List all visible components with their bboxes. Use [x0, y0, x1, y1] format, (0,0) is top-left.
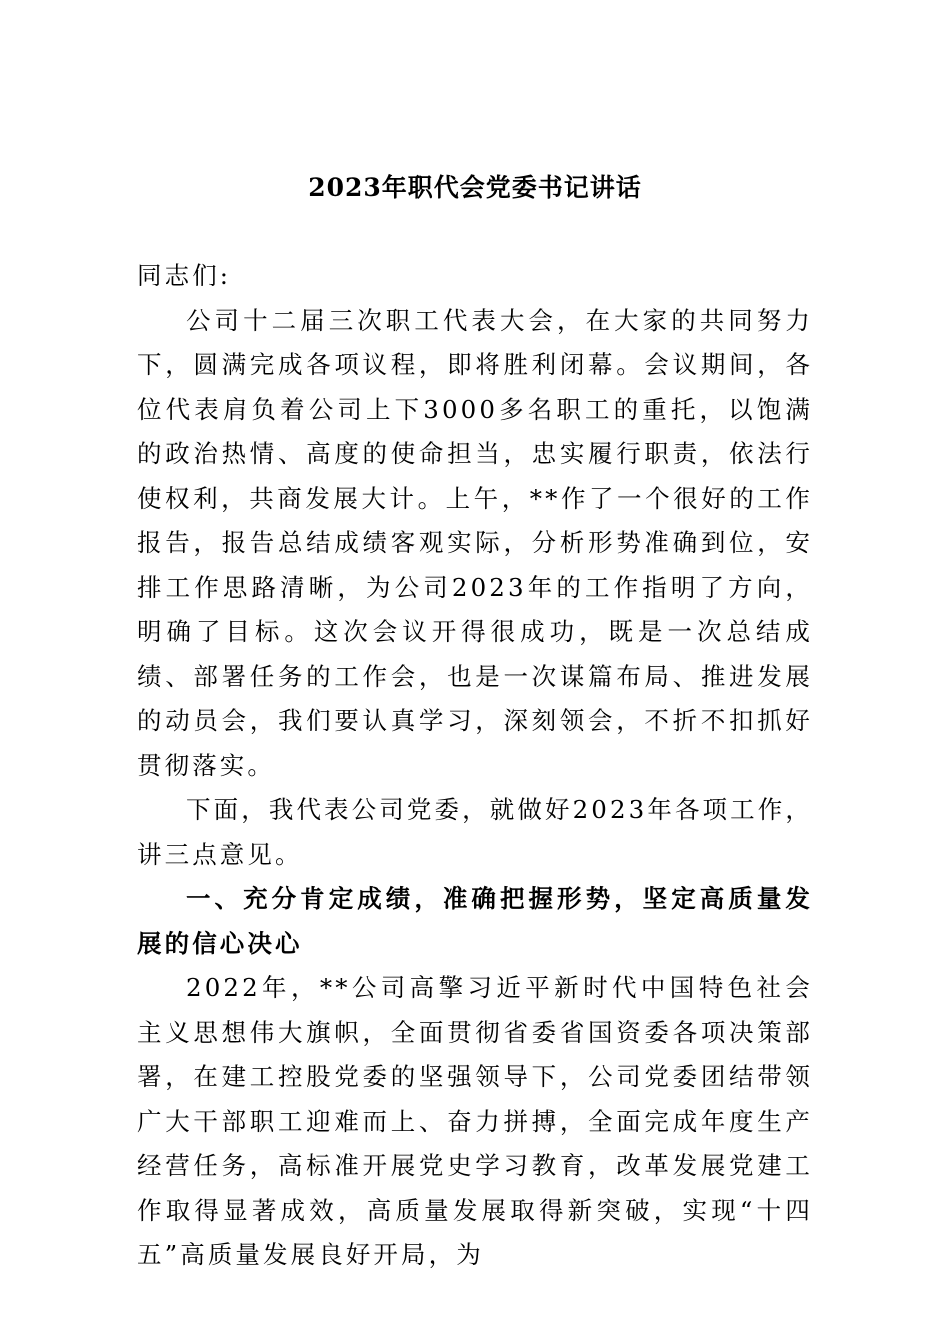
salutation: 同志们: — [137, 261, 232, 290]
document-body — [137, 254, 813, 1278]
section-heading: 一、充分肯定成绩，准确把握形势，坚定高质量发展的信心决心 — [137, 884, 813, 958]
paragraph-intro-points: 下面，我代表公司党委，就做好2023年各项工作，讲三点意见。 — [137, 795, 813, 869]
document-title: 2023年职代会党委书记讲话 — [308, 173, 642, 202]
paragraph-opening: 公司十二届三次职工代表大会，在大家的共同努力下，圆满完成各项议程，即将胜利闭幕。会议期间，各位代表肩负着公司上下3000多名职工的重托，以饱满的政治热情、高度的使命担当，忠实履行职责，依法行使权利，共商发展大计。上午，**作了一个很好的工作报告，报告总结成绩客观实际，分析形势准确到位，安排工作思路清晰，为公司2023年的工作指明了方向，明确了目标。这次会议开得很成功，既是一次总结成绩、部署任务的工作会，也是一次谋篇布局、推进发展的动员会，我们要认真学习，深刻领会，不折不扣抓好贯彻落实。 — [137, 305, 813, 780]
paragraph-section-one: 2022年，**公司高擎习近平新时代中国特色社会主义思想伟大旗帜，全面贯彻省委省国资委各项决策部署，在建工控股党委的坚强领导下，公司党委团结带领广大干部职工迎难而上、奋力拼搏，全面完成年度生产经营任务，高标准开展党史学习教育，改革发展党建工作取得显著成效，高质量发展取得新突破，实现“十四五”高质量发展良好开局，为 — [137, 973, 813, 1269]
